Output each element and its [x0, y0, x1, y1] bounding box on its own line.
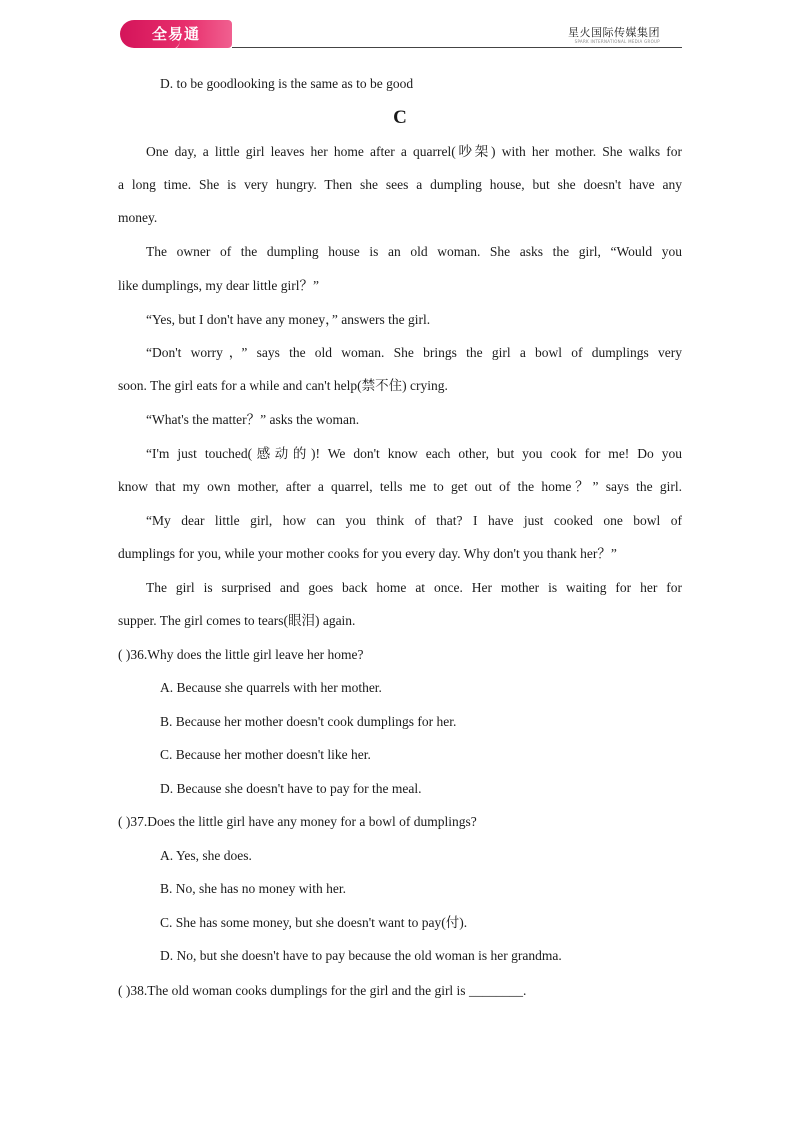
logo-swoosh: [120, 40, 180, 52]
passage-line: a long time. She is very hungry. Then she sees a dumpling house, but she doesn't have any: [118, 177, 682, 192]
passage-line: The girl is surprised and goes back home at once. Her mother is waiting for her for: [146, 580, 682, 595]
brand-name: 星火国际传媒集团: [568, 26, 660, 39]
header-rule: [232, 47, 682, 48]
page-header: [118, 18, 682, 50]
question-36-option-b: B. Because her mother doesn't cook dumplings for her.: [160, 714, 457, 729]
passage-line: “Yes, but I don't have any money，” answers the girl.: [146, 312, 431, 327]
question-36-stem: ( )36.Why does the little girl leave her home?: [118, 647, 364, 662]
passage-line: dumplings for you, while your mother cooks for you every day. Why don't you thank her？”: [118, 546, 617, 561]
brand-logo: [120, 20, 232, 48]
passage-line: soon. The girl eats for a while and can't help(禁不住) crying.: [118, 378, 448, 393]
passage-line: know that my own mother, after a quarrel, tells me to get out of the home？” says the girl.: [118, 479, 682, 494]
question-38-stem: ( )38.The old woman cooks dumplings for the girl and the girl is ________.: [118, 983, 527, 998]
question-37-option-d: D. No, but she doesn't have to pay because the old woman is her grandma.: [160, 948, 562, 963]
section-title: C: [393, 107, 407, 128]
logo-text: 全易通: [151, 25, 200, 43]
passage-line: “What's the matter？” asks the woman.: [146, 412, 360, 427]
passage-line: “I'm just touched(感动的)! We don't know each other, but you cook for me! Do you: [146, 446, 682, 461]
passage-line: One day, a little girl leaves her home after a quarrel(吵架) with her mother. She walks for: [146, 144, 682, 159]
question-36-option-d: D. Because she doesn't have to pay for the meal.: [160, 781, 422, 796]
passage-line: “Don't worry，” says the old woman. She brings the girl a bowl of dumplings very: [146, 345, 682, 360]
previous-question-option-d: D. to be goodlooking is the same as to be good: [160, 76, 414, 91]
question-36-option-a: A. Because she quarrels with her mother.: [160, 680, 382, 695]
passage-line: money.: [118, 210, 158, 225]
passage-line: like dumplings, my dear little girl？”: [118, 278, 319, 293]
question-37-option-b: B. No, she has no money with her.: [160, 881, 346, 896]
passage-line: The owner of the dumpling house is an old woman. She asks the girl, “Would you: [146, 244, 682, 259]
question-37-stem: ( )37.Does the little girl have any money for a bowl of dumplings?: [118, 814, 477, 829]
question-36-option-c: C. Because her mother doesn't like her.: [160, 747, 371, 762]
brand-subtitle: SPARK INTERNATIONAL MEDIA GROUP: [574, 39, 660, 44]
question-37-option-a: A. Yes, she does.: [160, 848, 252, 863]
question-37-option-c: C. She has some money, but she doesn't want to pay(付).: [160, 915, 468, 930]
passage-line: supper. The girl comes to tears(眼泪) again.: [118, 613, 356, 628]
passage-line: “My dear little girl, how can you think of that? I have just cooked one bowl of: [146, 513, 682, 528]
